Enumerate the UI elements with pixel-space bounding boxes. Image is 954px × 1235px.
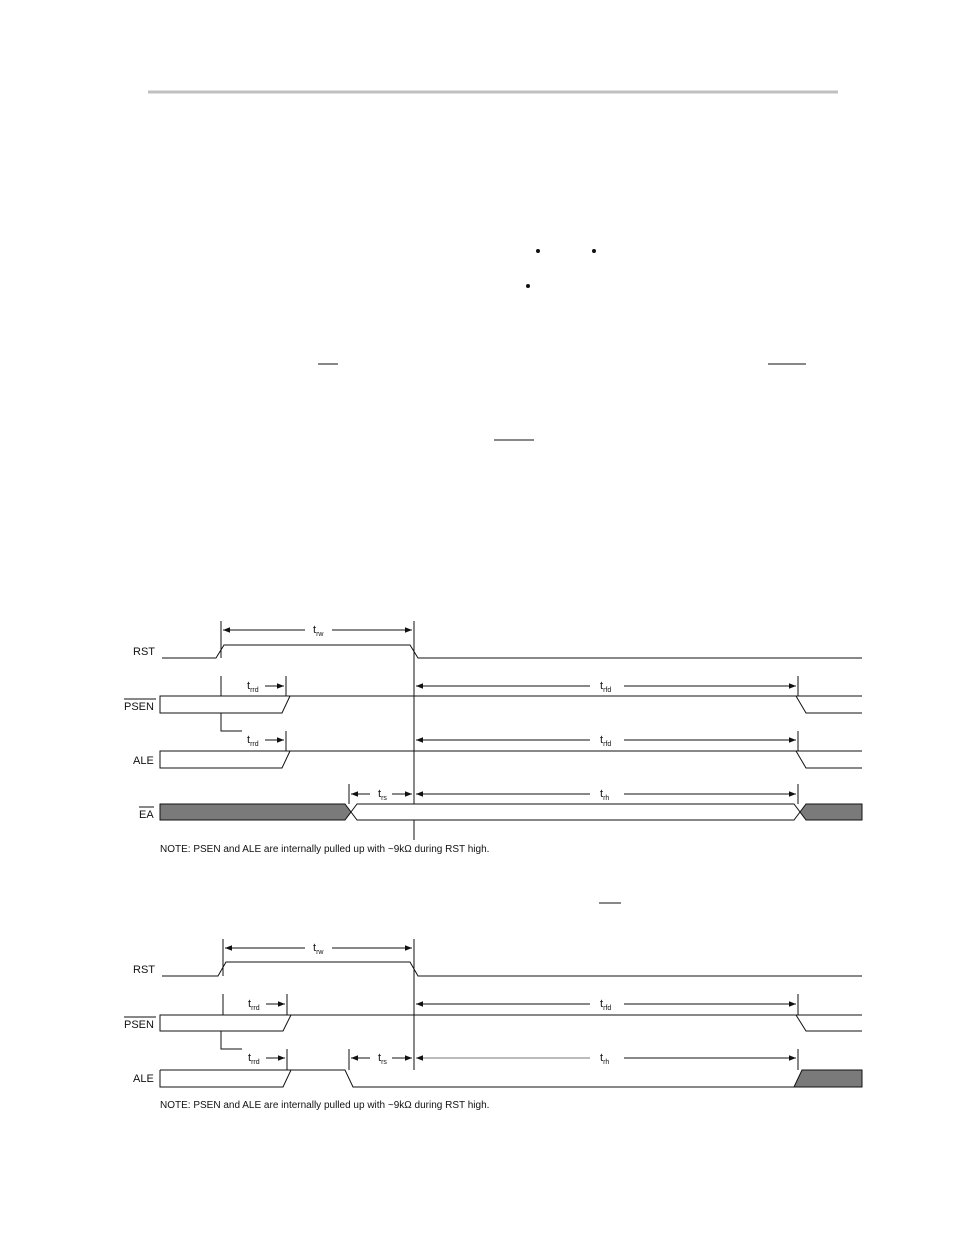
rst-waveform-1 xyxy=(162,645,862,658)
label-rst-2: RST xyxy=(133,964,155,976)
note-pullup-2: NOTE: PSEN and ALE are internally pulled up with ~9kΩ during RST high. xyxy=(160,1100,490,1111)
ale-waveform-2 xyxy=(160,1070,794,1087)
timing-trrd-ale-2: $t_{rrd}$ xyxy=(248,1052,260,1066)
timing-trrd-psen-1: $t_{rrd}$ xyxy=(247,680,259,694)
timing-trrd-ale-1: $t_{rrd}$ xyxy=(247,734,259,748)
label-ale-2: ALE xyxy=(133,1073,154,1085)
ea-invalid-region-2 xyxy=(800,804,862,820)
timing-diagram-2 xyxy=(160,939,862,1087)
timing-trfd-ale-1: $t_{rfd}$ xyxy=(600,734,612,748)
ale-invalid-region-2 xyxy=(794,1070,862,1087)
timing-trfd-psen-1: $t_{rfd}$ xyxy=(600,680,612,694)
psen-waveform-1 xyxy=(160,696,862,713)
label-ea-1: EA xyxy=(139,809,154,821)
rst-waveform-2 xyxy=(162,962,862,976)
ea-valid-region-1 xyxy=(351,804,800,820)
timing-trs-1: $t_{rs}$ xyxy=(378,788,387,802)
timing-trrd-psen-2: $t_{rrd}$ xyxy=(248,998,260,1012)
timing-trh-1: $t_{rh}$ xyxy=(600,788,610,802)
timing-trh-2: $t_{rh}$ xyxy=(600,1052,610,1066)
timing-diagram-1 xyxy=(160,621,862,840)
ale-waveform-1 xyxy=(160,751,862,768)
label-psen-2: PSEN xyxy=(124,1019,154,1031)
label-ale-1: ALE xyxy=(133,755,154,767)
timing-trw-2: $t_{rw}$ xyxy=(313,942,324,956)
ea-invalid-region-1 xyxy=(160,804,351,820)
label-rst-1: RST xyxy=(133,646,155,658)
timing-trw-1: $t_{rw}$ xyxy=(313,624,324,638)
timing-trfd-psen-2: $t_{rfd}$ xyxy=(600,998,612,1012)
timing-trs-2: $t_{rs}$ xyxy=(378,1052,387,1066)
label-psen-1: PSEN xyxy=(124,701,154,713)
psen-waveform-2 xyxy=(160,1015,862,1031)
note-pullup-1: NOTE: PSEN and ALE are internally pulled up with ~9kΩ during RST high. xyxy=(160,844,490,855)
diagram-2-labels xyxy=(124,942,611,1111)
